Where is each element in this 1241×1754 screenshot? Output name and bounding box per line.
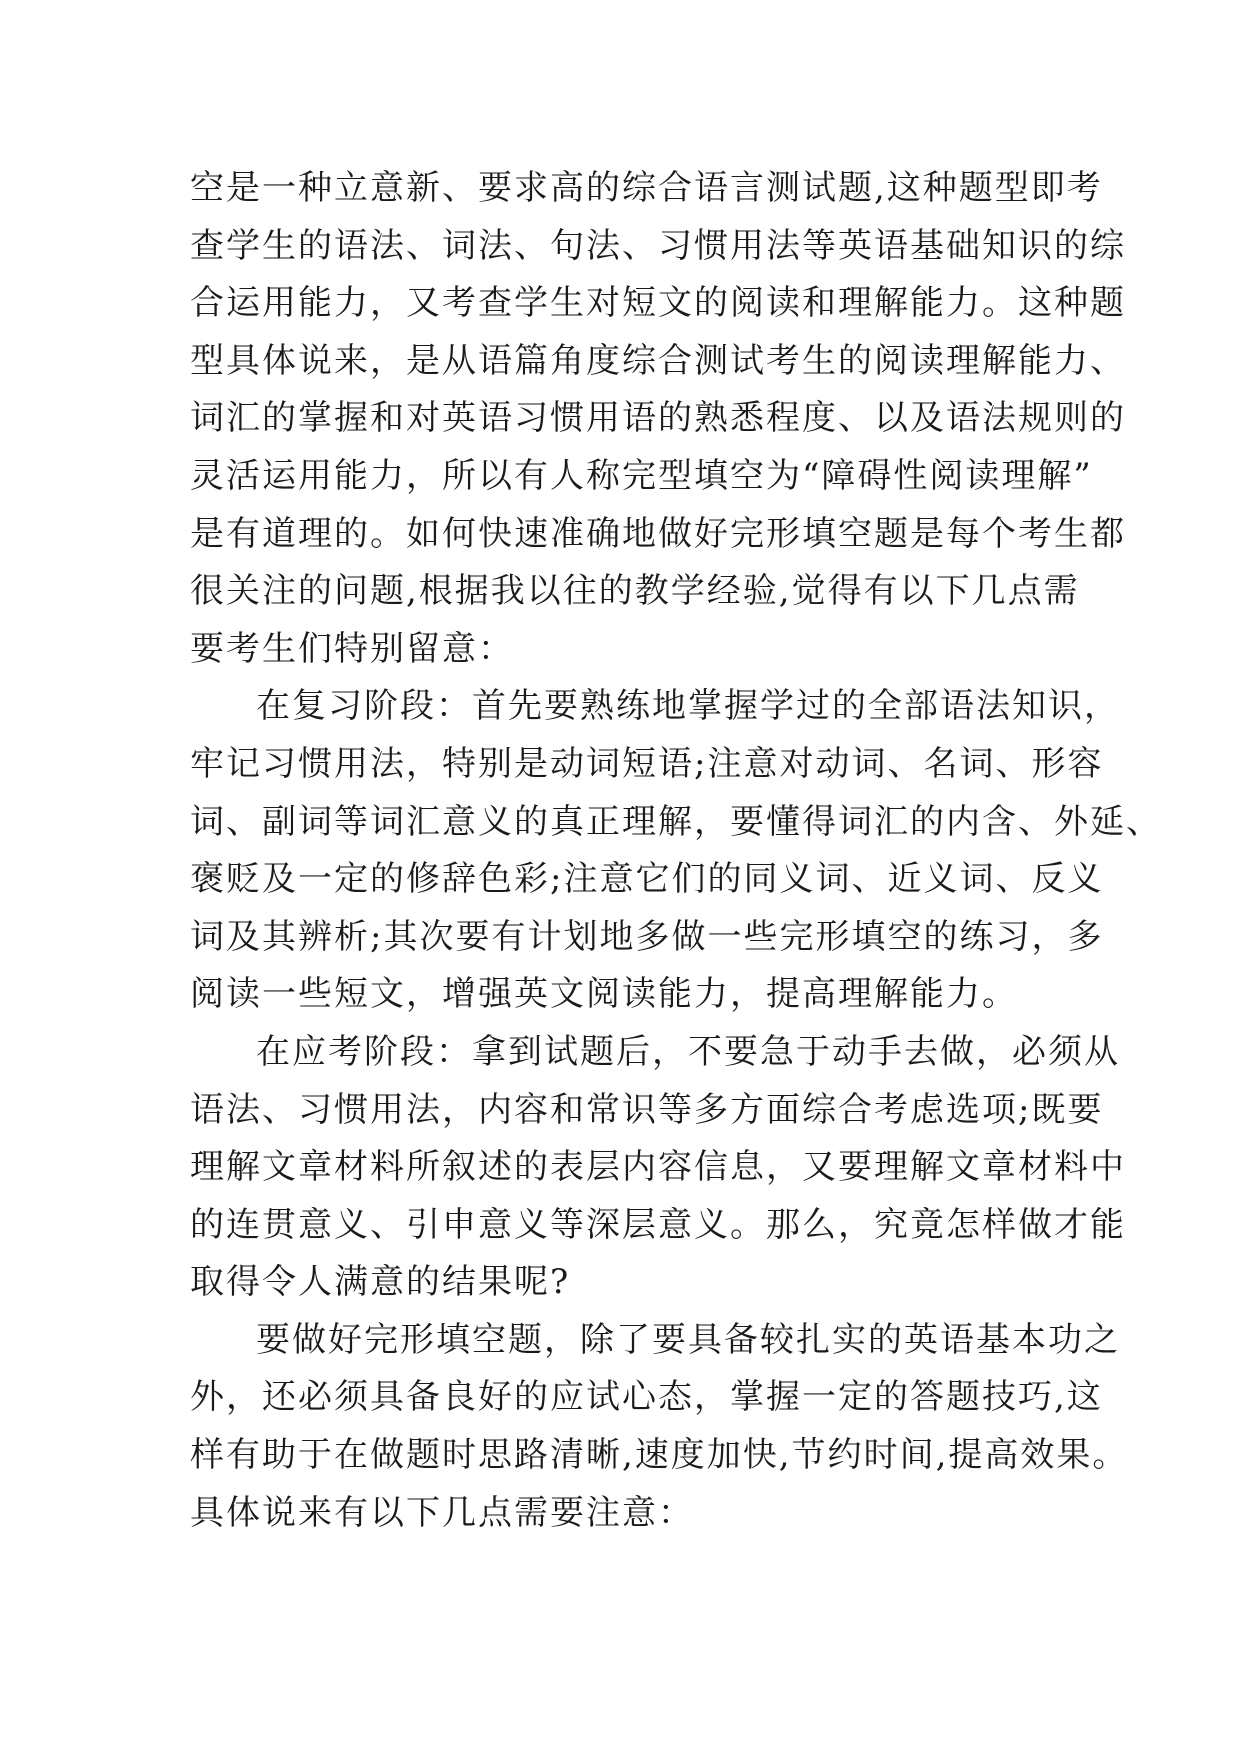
paragraph-line: 在复习阶段：首先要熟练地掌握学过的全部语法知识，: [256, 686, 1120, 727]
paragraph-line: 要考生们特别留意：: [190, 628, 514, 669]
paragraph-line: 要做好完形填空题，除了要具备较扎实的英语基本功之: [256, 1319, 1120, 1360]
paragraph-line: 阅读一些短文，增强英文阅读能力，提高理解能力。: [190, 974, 1018, 1015]
paragraph-line: 灵活运用能力，所以有人称完型填空为“障碍性阅读理解”: [190, 455, 1093, 496]
paragraph-line: 查学生的语法、词法、句法、习惯用法等英语基础知识的综: [190, 225, 1126, 266]
paragraph-line: 词、副词等词汇意义的真正理解，要懂得词汇的内含、外延、: [190, 801, 1162, 842]
paragraph-line: 型具体说来，是从语篇角度综合测试考生的阅读理解能力、: [190, 340, 1126, 381]
paragraph-line: 很关注的问题,根据我以往的教学经验,觉得有以下几点需: [190, 571, 1080, 612]
paragraph-intro: [190, 160, 1126, 678]
paragraph-line: 词汇的掌握和对英语习惯用语的熟悉程度、以及语法规则的: [190, 398, 1126, 439]
paragraph-review-stage: [190, 678, 1162, 1024]
paragraph-tips-intro: [190, 1312, 1129, 1542]
paragraph-line: 合运用能力，又考查学生对短文的阅读和理解能力。这种题: [190, 283, 1126, 324]
paragraph-exam-stage: [190, 1024, 1126, 1312]
paragraph-line: 在应考阶段：拿到试题后，不要急于动手去做，必须从: [256, 1031, 1120, 1072]
paragraph-line: 牢记习惯用法，特别是动词短语;注意对动词、名词、形容: [190, 743, 1104, 784]
document-body: [190, 160, 1162, 1542]
paragraph-line: 是有道理的。如何快速准确地做好完形填空题是每个考生都: [190, 513, 1126, 554]
paragraph-line: 外，还必须具备良好的应试心态，掌握一定的答题技巧,这: [190, 1377, 1103, 1418]
paragraph-line: 具体说来有以下几点需要注意：: [190, 1492, 694, 1533]
paragraph-line: 样有助于在做题时思路清晰,速度加快,节约时间,提高效果。: [190, 1435, 1129, 1476]
paragraph-line: 理解文章材料所叙述的表层内容信息，又要理解文章材料中: [190, 1147, 1126, 1188]
paragraph-line: 取得令人满意的结果呢?: [190, 1262, 571, 1303]
paragraph-line: 语法、习惯用法，内容和常识等多方面综合考虑选项;既要: [190, 1089, 1104, 1130]
paragraph-line: 褒贬及一定的修辞色彩;注意它们的同义词、近义词、反义: [190, 859, 1104, 900]
paragraph-line: 词及其辨析;其次要有计划地多做一些完形填空的练习，多: [190, 916, 1104, 957]
paragraph-line: 空是一种立意新、要求高的综合语言测试题,这种题型即考: [190, 168, 1103, 208]
paragraph-line: 的连贯意义、引申意义等深层意义。那么，究竟怎样做才能: [190, 1204, 1126, 1245]
